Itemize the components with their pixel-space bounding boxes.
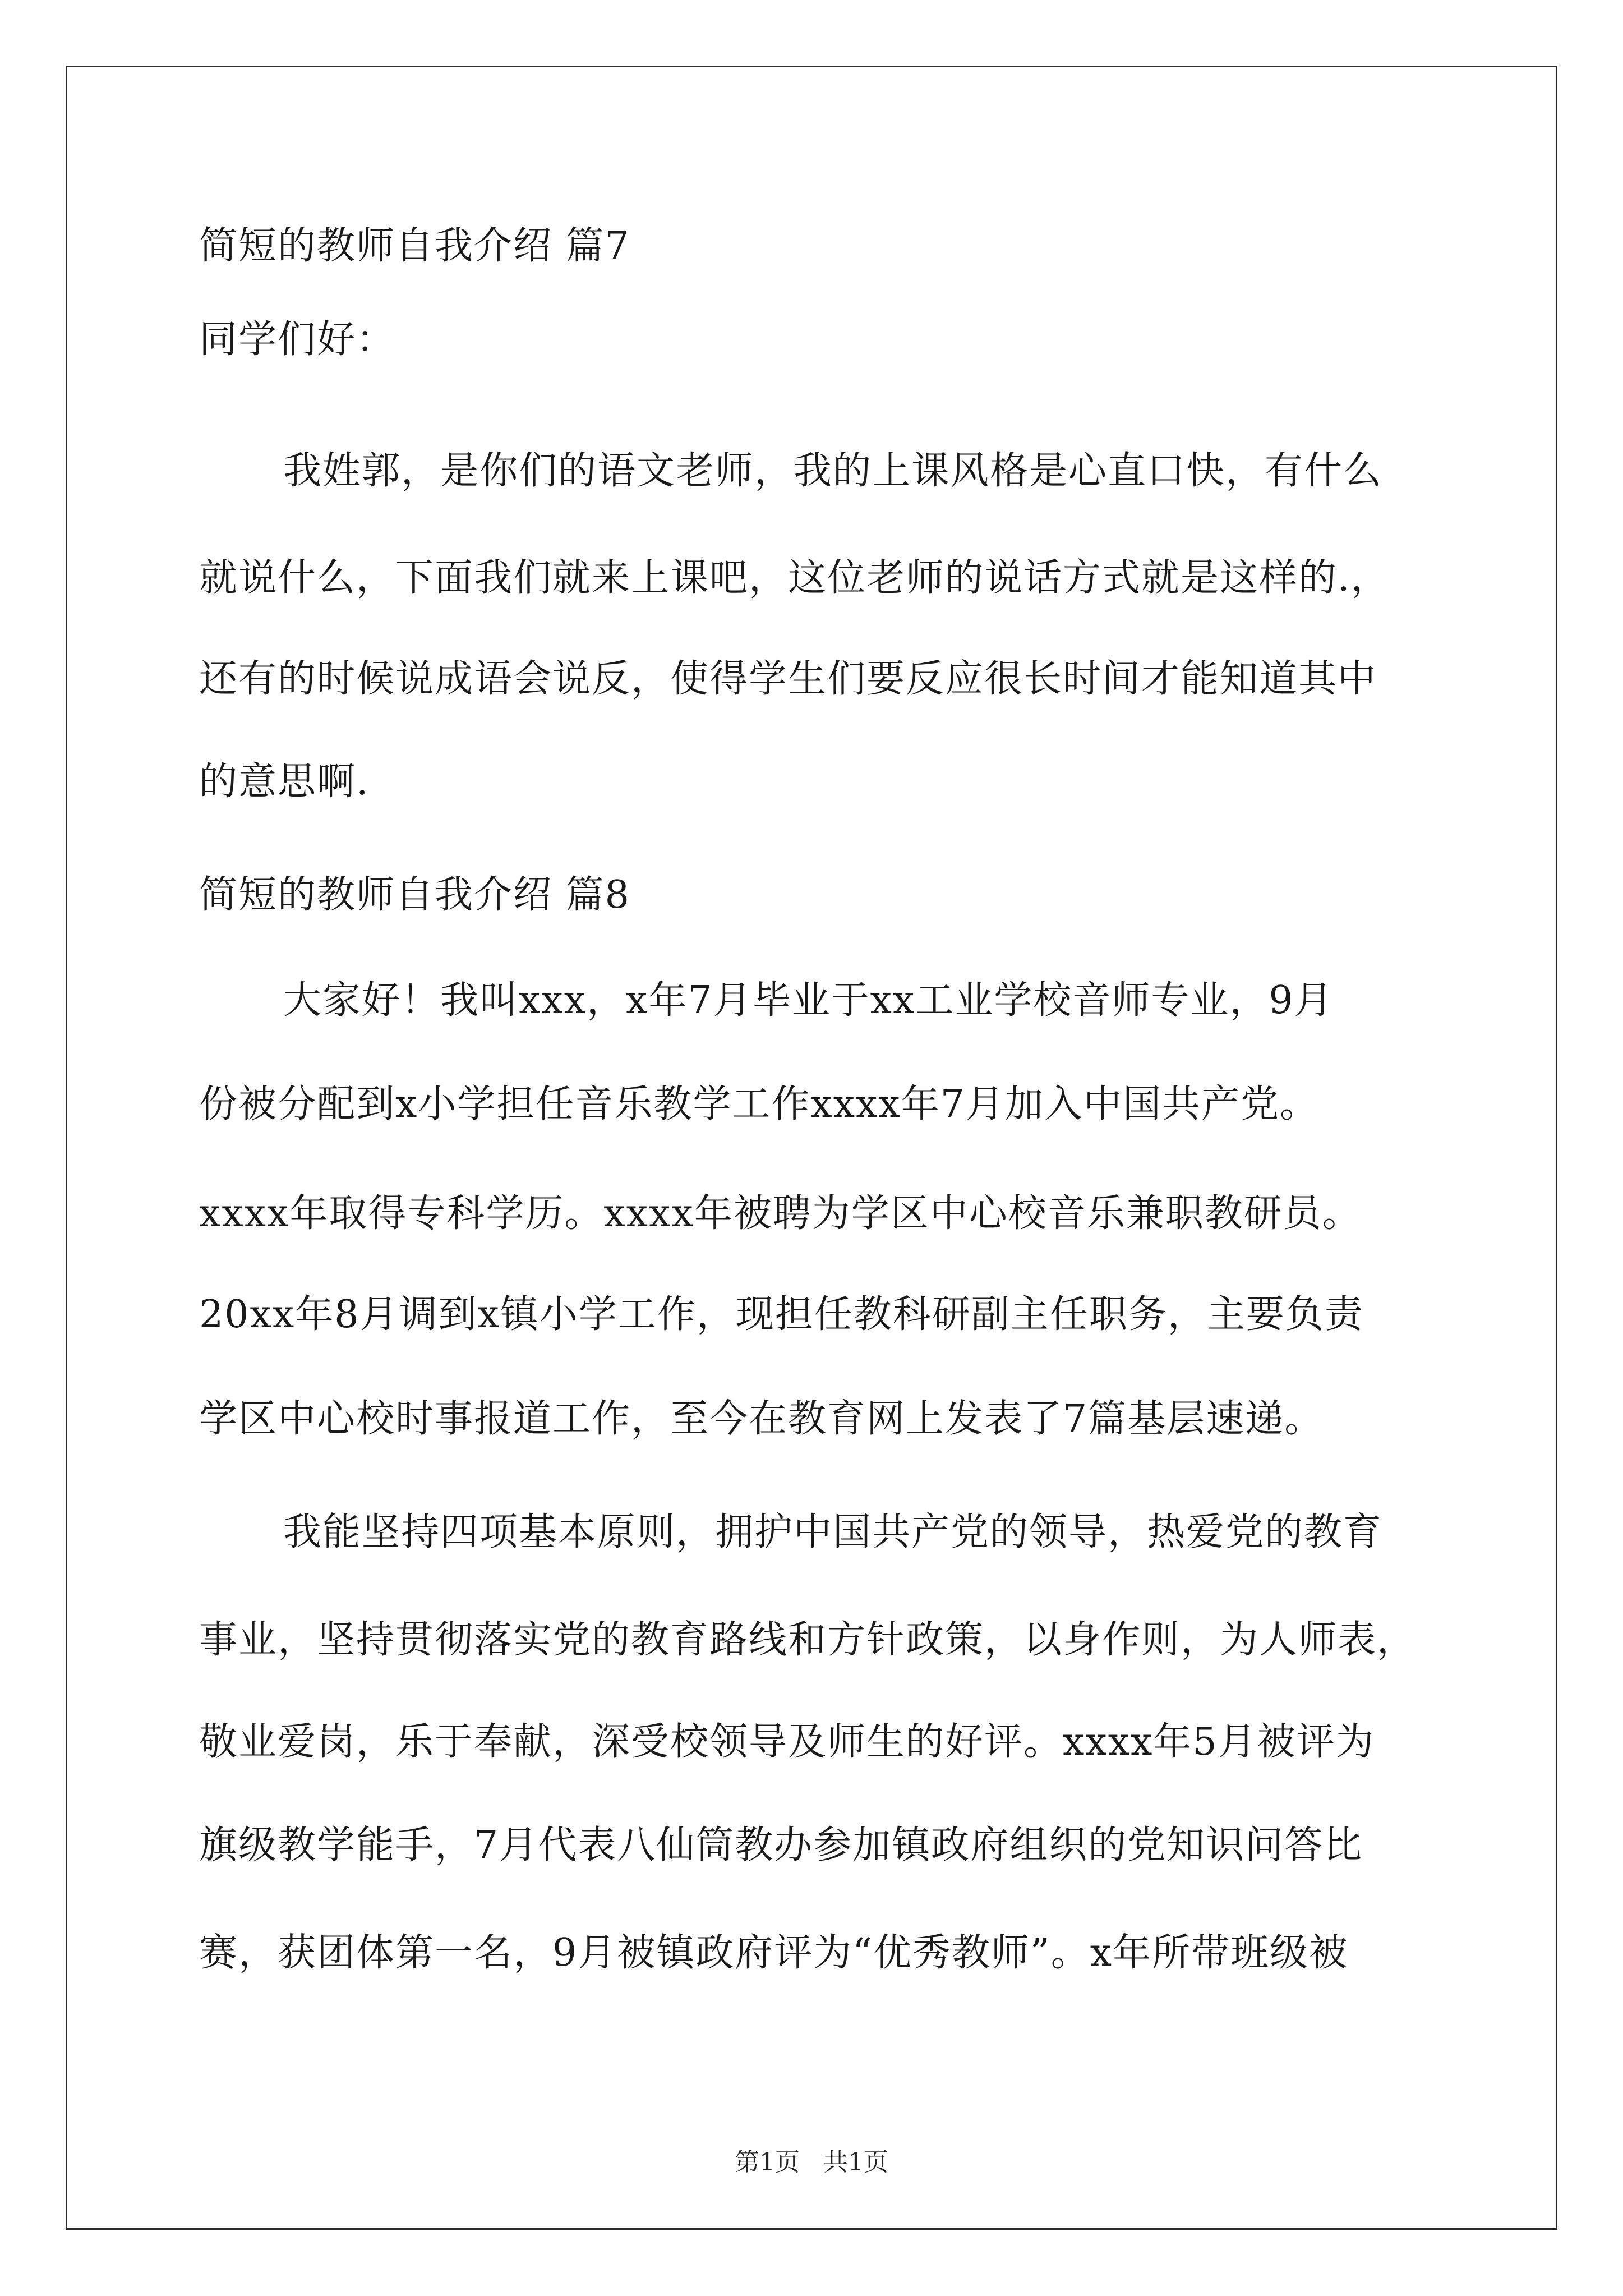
paragraph-line: 就说什么，下面我们就来上课吧，这位老师的说话方式就是这样的.， xyxy=(199,556,1390,600)
paragraph-line: 敬业爱岗，乐于奉献，深受校领导及师生的好评。xxxx年5月被评为 xyxy=(199,1720,1375,1764)
page-footer: 第1页 共1页 xyxy=(735,2148,888,2177)
paragraph-line: 我姓郭，是你们的语文老师，我的上课风格是心直口快，有什么 xyxy=(283,449,1383,493)
paragraph-line: 20xx年8月调到x镇小学工作，现担任教科研副主任职务，主要负责 xyxy=(199,1292,1364,1337)
paragraph-line: xxxx年取得专科学历。xxxx年被聘为学区中心校音乐兼职教研员。 xyxy=(199,1191,1362,1236)
paragraph-line: 我能坚持四项基本原则，拥护中国共产党的领导，热爱党的教育 xyxy=(283,1510,1383,1554)
paragraph-line: 学区中心校时事报道工作，至今在教育网上发表了7篇基层速递。 xyxy=(199,1397,1324,1441)
paragraph-line: 的意思啊. xyxy=(199,760,370,804)
page-border xyxy=(66,66,1557,2230)
paragraph-line: 旗级教学能手，7月代表八仙筒教办参加镇政府组织的党知识问答比 xyxy=(199,1823,1363,1867)
paragraph-line: 事业，坚持贯彻落实党的教育路线和方针政策，以身作则，为人师表， xyxy=(199,1618,1417,1662)
paragraph-line: 大家好！我叫xxx，x年7月毕业于xx工业学校音师专业，9月 xyxy=(283,978,1334,1023)
section-heading-8: 简短的教师自我介绍 篇8 xyxy=(199,873,630,917)
section-heading-7: 简短的教师自我介绍 篇7 xyxy=(199,224,630,268)
paragraph-line: 还有的时候说成语会说反，使得学生们要反应很长时间才能知道其中 xyxy=(199,657,1377,701)
greeting-line: 同学们好： xyxy=(199,318,396,362)
paragraph-line: 份被分配到x小学担任音乐教学工作xxxx年7月加入中国共产党。 xyxy=(199,1082,1320,1126)
paragraph-line: 赛，获团体第一名，9月被镇政府评为“优秀教师”。x年所带班级被 xyxy=(199,1931,1349,1975)
